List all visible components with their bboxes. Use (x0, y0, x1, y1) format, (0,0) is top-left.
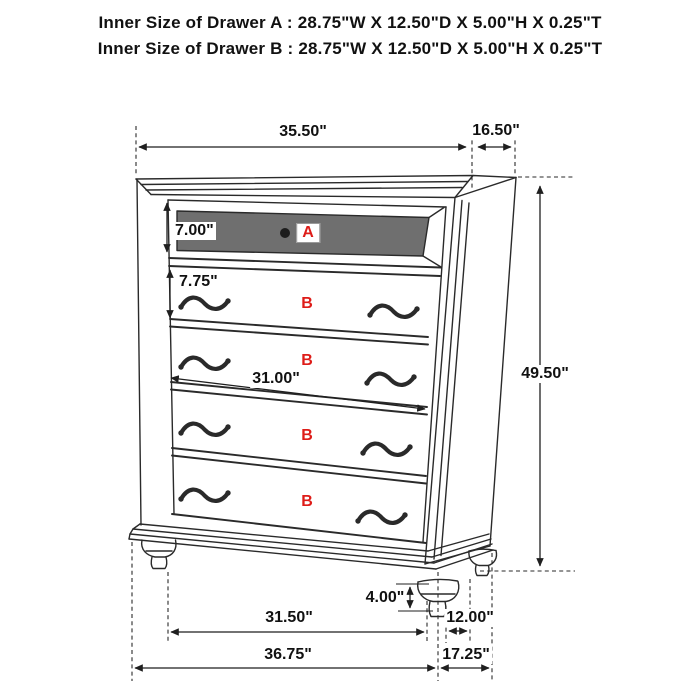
dim-label-drawer-width: 31.00" (252, 370, 300, 387)
chest-side-panel (425, 178, 516, 565)
dim-label-overall-height: 49.50" (521, 365, 569, 382)
handle-b3-right (360, 444, 412, 456)
dim-label-drawer-b-height: 7.75" (179, 273, 218, 290)
dim-label-top-depth: 16.50" (472, 122, 520, 139)
drawer-a-knob (280, 228, 290, 238)
drawer-b2-marker: B (301, 352, 313, 369)
handle-b1-left (178, 298, 230, 310)
dim-label-top-width: 35.50" (279, 123, 327, 140)
drawer-b3-marker: B (301, 427, 313, 444)
dim-label-foot-height: 4.00" (365, 589, 405, 606)
front-left-foot (142, 540, 176, 569)
handle-b3-left (178, 424, 230, 436)
drawer-a-marker: A (296, 223, 320, 243)
dim-label-feet-span-depth: 12.00" (446, 609, 494, 626)
handle-b2-right (364, 374, 416, 386)
dim-label-feet-span-width: 31.50" (265, 609, 313, 626)
drawer-b1-marker: B (301, 295, 313, 312)
extension-lines (132, 126, 575, 681)
dim-label-base-depth: 17.25" (442, 646, 490, 663)
handle-b1-right (367, 306, 419, 318)
drawer-b-spec-line: Inner Size of Drawer B : 28.75"W X 12.50"D X 5.00"H X 0.25"T (97, 39, 603, 58)
drawer-a-spec-line: Inner Size of Drawer A : 28.75"W X 12.50"D X 5.00"H X 0.25"T (98, 13, 602, 32)
handle-b4-left (178, 490, 230, 502)
dim-label-drawer-a-height: 7.00" (175, 222, 214, 239)
handle-b2-left (178, 358, 230, 370)
chest-top (136, 176, 516, 198)
dim-label-base-width: 36.75" (264, 646, 312, 663)
drawer-b4-marker: B (301, 493, 313, 510)
handle-b4-right (355, 512, 407, 524)
